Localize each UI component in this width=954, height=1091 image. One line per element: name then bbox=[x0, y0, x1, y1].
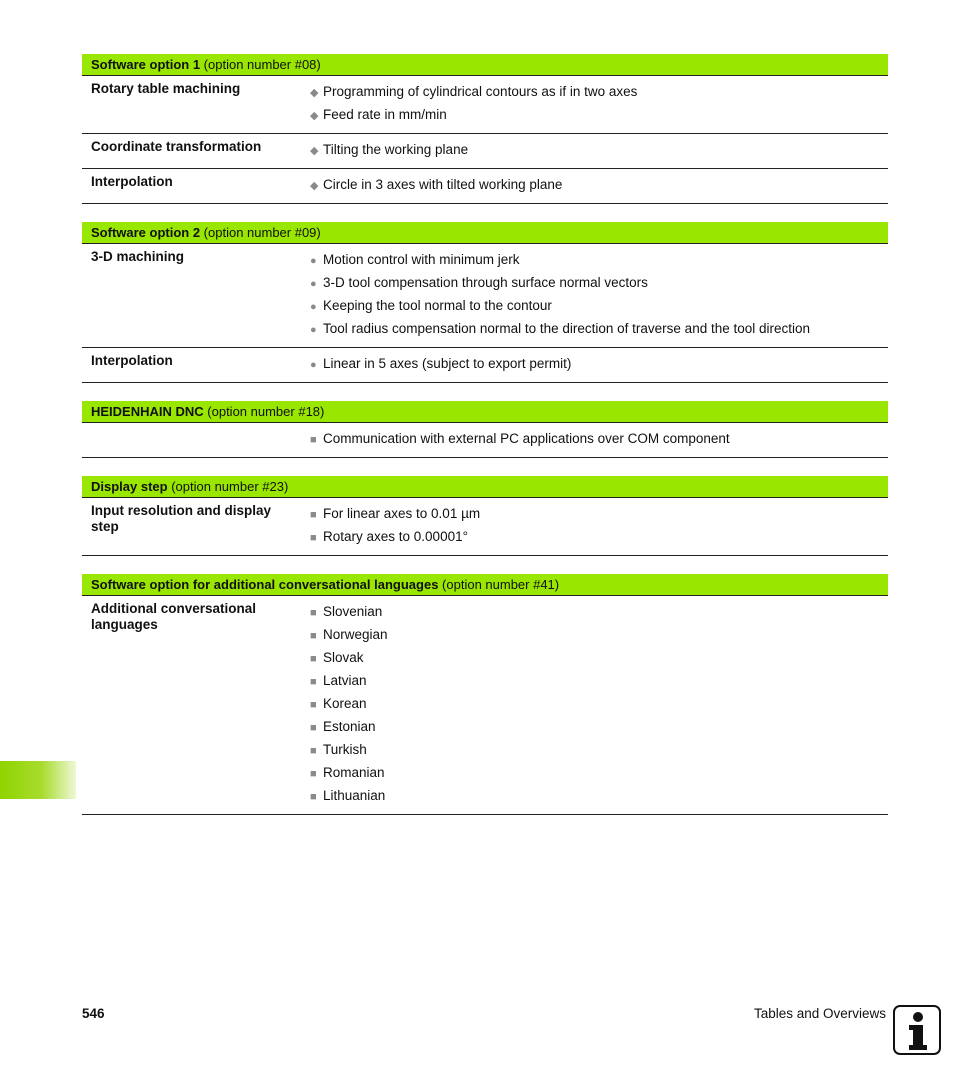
option-section bbox=[82, 222, 888, 383]
list-item-text: For linear axes to 0.01 µm bbox=[323, 506, 481, 521]
list-item-text: Turkish bbox=[323, 742, 367, 757]
section-option-number: (option number #18) bbox=[203, 404, 325, 419]
section-header bbox=[82, 222, 888, 244]
table-row bbox=[82, 347, 888, 382]
list-item-text: Slovenian bbox=[323, 604, 383, 619]
side-chapter-title bbox=[8, 50, 70, 380]
list-item-text: 3-D tool compensation through surface normal vectors bbox=[323, 275, 648, 290]
row-items bbox=[309, 81, 888, 127]
list-item bbox=[310, 693, 888, 716]
section-title: HEIDENHAIN DNC bbox=[91, 404, 204, 419]
info-icon bbox=[893, 1005, 941, 1055]
row-label: Input resolution and display step bbox=[91, 503, 272, 534]
row-label: Coordinate transformation bbox=[91, 139, 262, 154]
bullet-icon: ◆ bbox=[310, 110, 319, 122]
section-title: Display step bbox=[91, 479, 168, 494]
row-label: Rotary table machining bbox=[91, 81, 241, 96]
list-item-text: Motion control with minimum jerk bbox=[323, 252, 520, 267]
bullet-icon: ■ bbox=[310, 509, 317, 521]
table-row bbox=[82, 168, 888, 203]
bullet-icon: ◆ bbox=[310, 180, 319, 192]
row-label: Additional conversational languages bbox=[91, 601, 257, 632]
list-item bbox=[310, 139, 888, 162]
section-option-number: (option number #23) bbox=[167, 479, 289, 494]
list-item bbox=[310, 81, 888, 104]
bullet-icon: ■ bbox=[310, 630, 317, 642]
row-label bbox=[82, 428, 309, 451]
list-item-text: Keeping the tool normal to the contour bbox=[323, 298, 552, 313]
bullet-icon: ● bbox=[310, 278, 317, 290]
list-item bbox=[310, 647, 888, 670]
page-number: 546 bbox=[82, 1006, 105, 1021]
section-title: Software option for additional conversational languages bbox=[91, 577, 439, 592]
section-header bbox=[82, 476, 888, 498]
list-item bbox=[310, 762, 888, 785]
table-row bbox=[82, 244, 888, 347]
list-item bbox=[310, 272, 888, 295]
list-item bbox=[310, 174, 888, 197]
row-items bbox=[309, 174, 888, 197]
chapter-tab-marker bbox=[0, 761, 76, 799]
list-item bbox=[310, 601, 888, 624]
list-item bbox=[310, 503, 888, 526]
list-item-text: Estonian bbox=[323, 719, 376, 734]
table-row bbox=[82, 76, 888, 133]
list-item bbox=[310, 785, 888, 808]
row-items bbox=[309, 428, 888, 451]
bullet-icon: ■ bbox=[310, 745, 317, 757]
list-item-text: Latvian bbox=[323, 673, 367, 688]
list-item bbox=[310, 353, 888, 376]
row-items bbox=[309, 503, 888, 549]
row-label: 3-D machining bbox=[91, 249, 185, 264]
row-label: Interpolation bbox=[91, 353, 173, 368]
list-item bbox=[310, 318, 888, 341]
bullet-icon: ● bbox=[310, 255, 317, 267]
bullet-icon: ■ bbox=[310, 722, 317, 734]
row-items bbox=[309, 249, 888, 341]
section-title: Software option 2 bbox=[91, 225, 201, 240]
section-option-number: (option number #09) bbox=[200, 225, 321, 240]
bullet-icon: ■ bbox=[310, 791, 317, 803]
list-item-text: Korean bbox=[323, 696, 367, 711]
option-section bbox=[82, 401, 888, 458]
list-item-text: Tilting the working plane bbox=[323, 142, 469, 157]
list-item-text: Programming of cylindrical contours as if in two axes bbox=[323, 84, 638, 99]
row-items bbox=[309, 353, 888, 376]
info-icon-glyph bbox=[895, 1007, 939, 1053]
list-item-text: Lithuanian bbox=[323, 788, 386, 803]
section-option-number: (option number #41) bbox=[438, 577, 560, 592]
list-item bbox=[310, 526, 888, 549]
list-item bbox=[310, 104, 888, 127]
list-item-text: Norwegian bbox=[323, 627, 388, 642]
section-header bbox=[82, 54, 888, 76]
bullet-icon: ● bbox=[310, 359, 317, 371]
bullet-icon: ■ bbox=[310, 653, 317, 665]
bullet-icon: ● bbox=[310, 324, 317, 336]
bullet-icon: ■ bbox=[310, 607, 317, 619]
bullet-icon: ■ bbox=[310, 434, 317, 446]
option-section bbox=[82, 54, 888, 204]
list-item bbox=[310, 670, 888, 693]
option-section bbox=[82, 476, 888, 556]
bullet-icon: ◆ bbox=[310, 145, 319, 157]
list-item-text: Rotary axes to 0.00001° bbox=[323, 529, 468, 544]
list-item-text: Communication with external PC applications over COM component bbox=[323, 431, 730, 446]
bullet-icon: ◆ bbox=[310, 87, 319, 99]
list-item-text: Feed rate in mm/min bbox=[323, 107, 447, 122]
bullet-icon: ■ bbox=[310, 676, 317, 688]
spec-table bbox=[82, 54, 888, 833]
list-item bbox=[310, 624, 888, 647]
bullet-icon: ● bbox=[310, 301, 317, 313]
list-item-text: Tool radius compensation normal to the direction of traverse and the tool direction bbox=[323, 321, 811, 336]
table-row bbox=[82, 596, 888, 814]
list-item bbox=[310, 716, 888, 739]
table-row bbox=[82, 133, 888, 168]
list-item bbox=[310, 739, 888, 762]
bullet-icon: ■ bbox=[310, 699, 317, 711]
list-item-text: Circle in 3 axes with tilted working plane bbox=[323, 177, 563, 192]
bullet-icon: ■ bbox=[310, 768, 317, 780]
section-header bbox=[82, 574, 888, 596]
list-item bbox=[310, 249, 888, 272]
section-option-number: (option number #08) bbox=[200, 57, 321, 72]
row-items bbox=[309, 601, 888, 808]
list-item-text: Slovak bbox=[323, 650, 364, 665]
list-item-text: Romanian bbox=[323, 765, 385, 780]
section-title: Software option 1 bbox=[91, 57, 201, 72]
table-row bbox=[82, 423, 888, 457]
row-label: Interpolation bbox=[91, 174, 173, 189]
row-items bbox=[309, 139, 888, 162]
section-header bbox=[82, 401, 888, 423]
table-row bbox=[82, 498, 888, 555]
list-item bbox=[310, 295, 888, 318]
list-item bbox=[310, 428, 888, 451]
list-item-text: Linear in 5 axes (subject to export permit) bbox=[323, 356, 572, 371]
footer-chapter-title: Tables and Overviews bbox=[753, 1006, 886, 1021]
option-section bbox=[82, 574, 888, 815]
bullet-icon: ■ bbox=[310, 532, 317, 544]
